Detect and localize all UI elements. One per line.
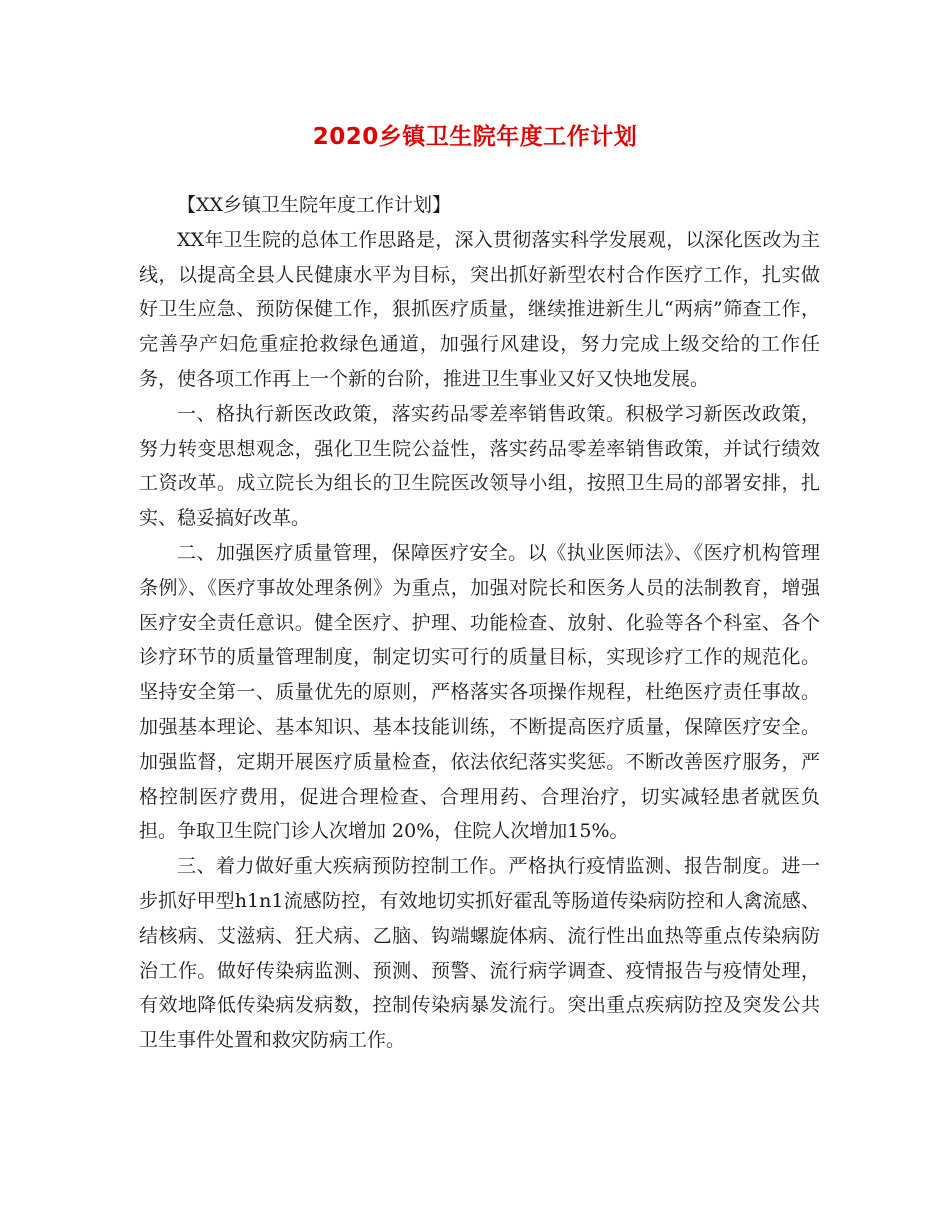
paragraph-item-3: 三、着力做好重大疾病预防控制工作。严格执行疫情监测、报告制度。进一步抓好甲型h1n1流感防控，有效地切实抓好霍乱等肠道传染病防控和人禽流感、结核病、艾滋病、狂犬病、乙脑、钩端螺旋体病、流行性出血热等重点传染病防治工作。做好传染病监测、预测、预警、流行病学调查、疫情报告与疫情处理，有效地降低传染病发病数，控制传染病暴发流行。突出重点疾病防控及突发公共卫生事件处置和救灾防病工作。 — [139, 855, 820, 1052]
paragraph-item-1: 一、格执行新医改政策，落实药品零差率销售政策。积极学习新医改政策，努力转变思想观念，强化卫生院公益性，落实药品零差率销售政策，并试行绩效工资改革。成立院长为组长的卫生院医改领导小组，按照卫生局的部署安排，扎实、稳妥搞好改革。 — [139, 402, 820, 530]
section-heading: 【XX乡镇卫生院年度工作计划】 — [177, 194, 452, 216]
paragraph-item-2: 二、加强医疗质量管理，保障医疗安全。以《执业医师法》、《医疗机构管理条例》、《医疗事故处理条例》为重点，加强对院长和医务人员的法制教育，增强医疗安全责任意识。健全医疗、护理、功能检查、放射、化验等各个科室、各个诊疗环节的质量管理制度，制定切实可行的质量目标，实现诊疗工作的规范化。坚持安全第一、质量优先的原则，严格落实各项操作规程，杜绝医疗责任事故。加强基本理论、基本知识、基本技能训练，不断提高医疗质量，保障医疗安全。加强监督，定期开展医疗质量检查，依法依纪落实奖惩。不断改善医疗服务，严格控制医疗费用，促进合理检查、合理用药、合理治疗，切实减轻患者就医负担。争取卫生院门诊人次增加 20%，住院人次增加15%。 — [139, 541, 820, 843]
document-title: 2020乡镇卫生院年度工作计划 — [312, 124, 638, 150]
paragraph-overview: XX年卫生院的总体工作思路是，深入贯彻落实科学发展观，以深化医改为主线，以提高全县人民健康水平为目标，突出抓好新型农村合作医疗工作，扎实做好卫生应急、预防保健工作，狠抓医疗质量，继续推进新生儿“两病”筛查工作，完善孕产妇危重症抢救绿色通道，加强行风建设，努力完成上级交给的工作任务，使各项工作再上一个新的台阶，推进卫生事业又好又快地发展。 — [139, 228, 820, 390]
document-body — [139, 188, 820, 1058]
